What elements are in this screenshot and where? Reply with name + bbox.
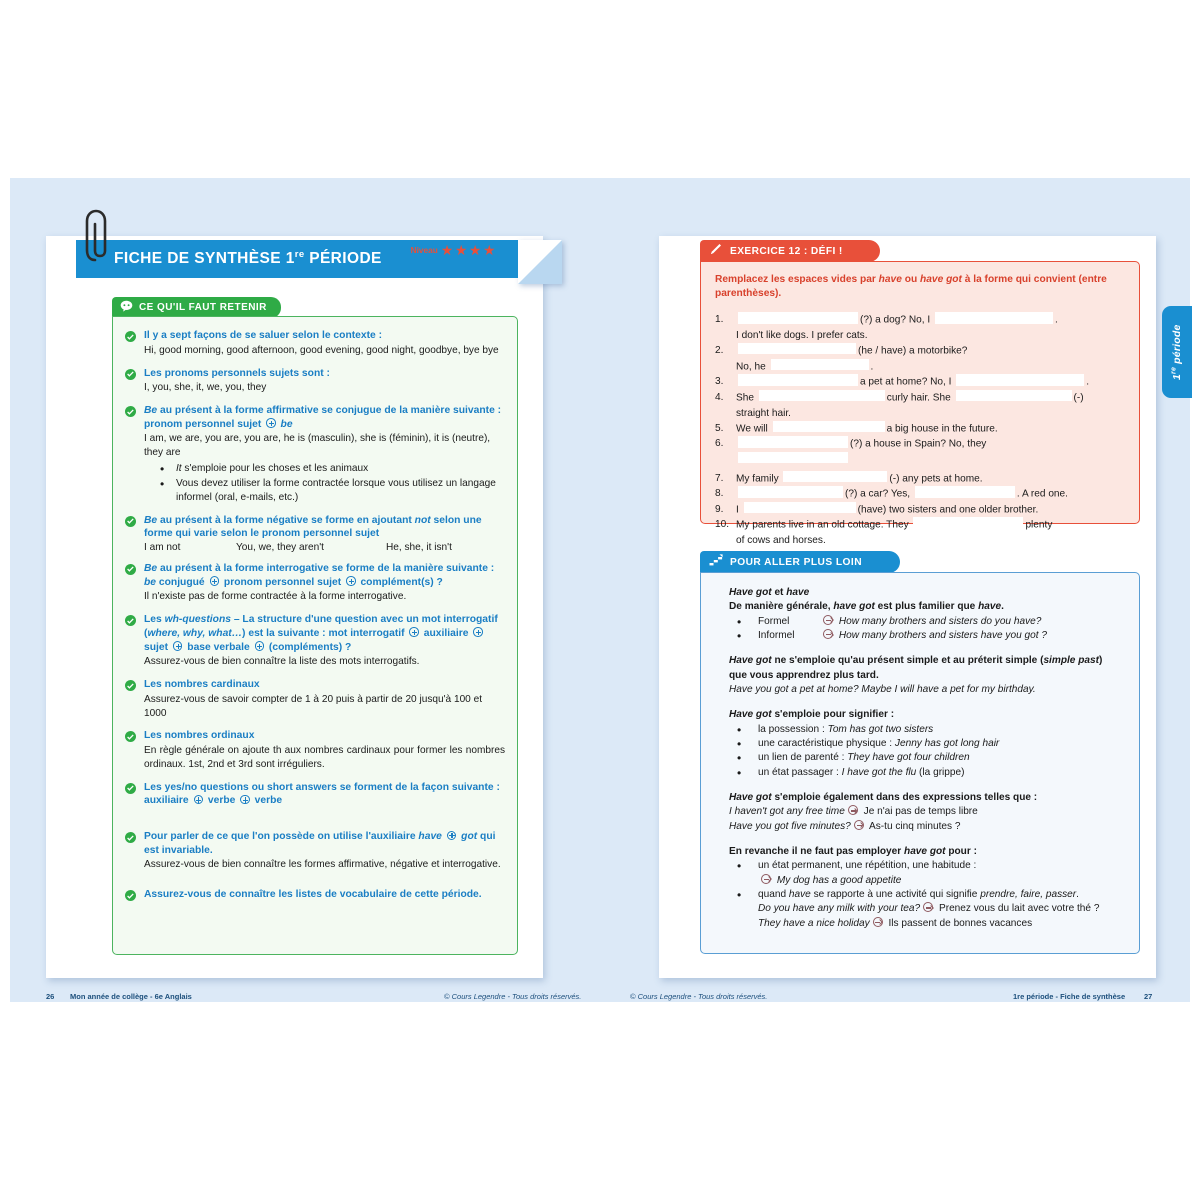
answer-blank[interactable] xyxy=(738,436,848,448)
exercise-item: 5. We will a big house in the future. xyxy=(715,422,998,435)
arrow-right-icon xyxy=(923,902,933,912)
retain-item-body: En règle générale on ajoute th aux nombres cardinaux pour former les nombres ordinaux. 1st, 2nd et 3rd sont irréguliers. xyxy=(144,745,505,770)
exercise-item: 9. I (have) two sisters and one older brother. xyxy=(715,503,1039,516)
retain-item xyxy=(125,329,505,358)
further-title: Have got et have xyxy=(729,587,810,598)
answer-blank[interactable] xyxy=(915,486,1015,498)
plus-icon xyxy=(194,795,204,805)
item-number: 8. xyxy=(715,488,724,500)
retain-item-body: Hi, good morning, good afternoon, good evening, good night, goodbye, bye bye xyxy=(144,344,499,356)
retain-item-head: Les nombres cardinaux xyxy=(144,679,260,691)
item-number: 2. xyxy=(715,344,724,356)
retain-item xyxy=(125,781,505,808)
arrow-right-icon xyxy=(854,820,864,830)
answer-blank[interactable] xyxy=(759,390,885,402)
plus-icon xyxy=(447,831,457,841)
check-icon xyxy=(125,783,136,794)
further-line: Have got s'emploie également dans des expressions telles que : xyxy=(729,791,1038,803)
plus-icon xyxy=(473,627,483,637)
plus-icon xyxy=(255,641,265,651)
register-list xyxy=(729,615,1123,644)
retain-item-head: Be au présent à la forme interrogative se forme de la manière suivante : be conjugué pronom personnel sujet complément(s) ? xyxy=(144,562,495,588)
check-icon xyxy=(125,832,136,843)
answer-blank[interactable] xyxy=(738,374,858,386)
retain-item xyxy=(125,729,505,771)
check-icon xyxy=(125,406,136,417)
list-item: • un état permanent, une répétition, une habitude : My dog has a good appetite xyxy=(729,859,1123,888)
exercise-item: 3. a pet at home? No, I . xyxy=(715,376,1090,388)
check-icon xyxy=(125,680,136,691)
plus-icon xyxy=(210,576,220,586)
retain-item-body: Assurez-vous de bien connaître les formes affirmative, négative et interrogative. xyxy=(144,859,501,871)
further-line: Have got s'emploie pour signifier : xyxy=(729,709,895,721)
answer-blank[interactable] xyxy=(956,374,1084,386)
item-number: 5. xyxy=(715,422,724,434)
answer-blank[interactable] xyxy=(771,359,869,371)
exercise-box xyxy=(700,261,1140,547)
period-side-tab[interactable] xyxy=(1162,306,1192,398)
arrow-right-icon xyxy=(848,805,858,815)
item-continuation: I don't like dogs. I prefer cats. xyxy=(736,329,868,341)
exercise-item: 1. (?) a dog? No, I . xyxy=(715,314,1058,326)
plus-icon xyxy=(409,627,419,637)
answer-blank[interactable] xyxy=(738,452,848,464)
niveau-label: Niveau xyxy=(410,245,438,255)
list-item: • la possession : Tom has got two sisters xyxy=(729,723,1123,737)
further-example: I haven't got any free time Je n'ai pas de temps libre xyxy=(729,806,978,818)
list-item: • It s'emploie pour les choses et les animaux xyxy=(160,462,505,476)
footer-copyright-right: © Cours Legendre - Tous droits réservés. xyxy=(630,992,768,1001)
retain-item-body: I, you, she, it, we, you, they xyxy=(144,382,267,394)
answer-blank[interactable] xyxy=(744,502,856,514)
footer-section-right: 1re période - Fiche de synthèse xyxy=(1013,992,1126,1001)
neg-form: You, we, they aren't xyxy=(236,541,324,553)
check-icon xyxy=(125,890,136,901)
retain-item xyxy=(125,514,505,553)
item-number: 3. xyxy=(715,376,724,388)
list-item: • un lien de parenté : They have got four children xyxy=(729,751,1123,765)
footer-copyright-left: © Cours Legendre - Tous droits réservés. xyxy=(444,992,582,1001)
check-icon xyxy=(125,369,136,380)
retain-box-tab-label: CE QU'IL FAUT RETENIR xyxy=(139,302,267,313)
period-side-tab-label: 1re période xyxy=(1170,324,1184,380)
further-example: Have you got five minutes? As-tu cinq minutes ? xyxy=(729,820,961,832)
further-line: Have got ne s'emploie qu'au présent simple et au préterit simple (simple past) que vous apprendrez plus tard. xyxy=(729,655,1103,681)
retain-item xyxy=(125,678,505,720)
retain-item-head: Pour parler de ce que l'on possède on utilise l'auxiliaire have got qui est invariable. xyxy=(144,831,496,856)
check-icon xyxy=(125,564,136,575)
retain-item-body: Assurez-vous de bien connaître la liste des mots interrogatifs. xyxy=(144,656,420,668)
list-item: • quand have se rapporte à une activité qui signifie prendre, faire, passer. Do you have any milk with your tea? Prenez vous du lait avec votre thé ? They have a nice holiday Ils passent de bonnes vacances xyxy=(729,888,1123,931)
footer-page-number-left: 26 xyxy=(46,992,55,1001)
exercise-tab xyxy=(700,240,880,262)
exercise-item: 10. My parents live in an old cottage. They plenty xyxy=(715,519,1053,531)
star-rating-icon: ★★★★ xyxy=(440,242,497,258)
exercise-tab-label: EXERCICE 12 : DÉFI ! xyxy=(730,245,843,257)
retain-item xyxy=(125,830,505,872)
answer-blank[interactable] xyxy=(783,471,887,483)
answer-blank[interactable] xyxy=(935,312,1053,324)
retain-box xyxy=(112,316,518,955)
further-tab xyxy=(700,551,900,573)
neg-form: He, she, it isn't xyxy=(386,541,452,553)
speech-bubble-icon xyxy=(120,299,133,317)
item-continuation: of cows and horses. xyxy=(736,535,826,547)
exercise-item: 6. (?) a house in Spain? No, they xyxy=(715,438,987,450)
answer-blank[interactable] xyxy=(913,517,1023,529)
retain-item-head: Les wh-questions – La structure d'une question avec un mot interrogatif (where, why, what…) est la suivante : mot interrogatif auxiliaire sujet base verbale (compléments) ? xyxy=(144,614,498,653)
answer-blank[interactable] xyxy=(773,421,885,433)
retain-item-body: Assurez-vous de savoir compter de 1 à 20 puis à partir de 20 jusqu'à 100 et 1000 xyxy=(144,693,483,719)
list-item: • Formel How many brothers and sisters do you have? xyxy=(729,615,1123,629)
stairs-icon xyxy=(709,553,723,571)
check-icon xyxy=(125,615,136,626)
arrow-right-icon xyxy=(823,629,833,639)
retain-item xyxy=(125,613,505,669)
exercise-instruction: Remplacez les espaces vides par have ou have got à la forme qui convient (entre parenthèses). xyxy=(715,274,1107,300)
answer-blank[interactable] xyxy=(956,390,1072,402)
item-continuation: No, he . xyxy=(715,359,1125,375)
retain-item-head: Assurez-vous de connaître les listes de vocabulaire de cette période. xyxy=(144,889,482,901)
item-continuation xyxy=(715,452,1125,468)
difficulty-level xyxy=(411,243,497,257)
check-icon xyxy=(125,731,136,742)
retain-item-head: Be au présent à la forme négative se forme en ajoutant not selon une forme qui varie selon le pronom personnel sujet xyxy=(144,514,482,540)
further-line: En revanche il ne faut pas employer have got pour : xyxy=(729,845,977,857)
item-number: 4. xyxy=(715,391,724,403)
answer-blank[interactable] xyxy=(738,343,856,355)
plus-icon xyxy=(266,418,276,428)
item-number: 1. xyxy=(715,314,724,326)
list-item: • Vous devez utiliser la forme contractée lorsque vous utilisez un langage informel (oral, e-mails, etc.) xyxy=(160,477,505,505)
pencil-icon xyxy=(709,242,723,261)
retain-item xyxy=(125,562,505,604)
retain-item-head: Il y a sept façons de se saluer selon le contexte : xyxy=(144,330,383,341)
negative-forms-row xyxy=(144,542,505,553)
page-fold-corner xyxy=(518,240,562,284)
check-icon xyxy=(125,331,136,342)
exercise-items xyxy=(715,312,1125,548)
paperclip-icon xyxy=(84,208,114,271)
further-tab-label: POUR ALLER PLUS LOIN xyxy=(730,556,863,568)
arrow-right-icon xyxy=(823,615,833,625)
further-example: Have you got a pet at home? Maybe I will have a pet for my birthday. xyxy=(729,683,1036,695)
item-number: 10. xyxy=(715,519,730,531)
answer-blank[interactable] xyxy=(738,312,858,324)
retain-item xyxy=(125,367,505,396)
exercise-item: 4. She curly hair. She (-) xyxy=(715,391,1084,404)
footer-book-title: Mon année de collège - 6e Anglais xyxy=(70,992,192,1001)
check-icon xyxy=(125,516,136,527)
item-number: 9. xyxy=(715,503,724,515)
list-item: • Informel How many brothers and sisters have you got ? xyxy=(729,629,1123,643)
item-number: 6. xyxy=(715,438,724,450)
retain-item xyxy=(125,404,505,505)
answer-blank[interactable] xyxy=(738,486,843,498)
retain-item xyxy=(125,888,505,902)
item-number: 7. xyxy=(715,472,724,484)
item-continuation: straight hair. xyxy=(736,407,791,419)
exercise-item: 8. (?) a car? Yes, . A red one. xyxy=(715,488,1068,500)
plus-icon xyxy=(346,576,356,586)
further-box xyxy=(700,572,1140,954)
retain-item-body: I am, we are, you are, you are, he is (masculin), she is (féminin), it is (neutre), they are xyxy=(144,433,491,459)
arrow-right-icon xyxy=(761,874,771,884)
retain-box-tab xyxy=(112,297,281,318)
neg-form: I am not xyxy=(144,541,181,553)
footer-page-number-right: 27 xyxy=(1144,992,1153,1001)
retain-item-head: Be au présent à la forme affirmative se conjugue de la manière suivante : pronom personnel sujet be xyxy=(144,405,502,430)
exercise-item: 7. My family (-) any pets at home. xyxy=(715,472,983,485)
restriction-list xyxy=(729,859,1123,931)
plus-icon xyxy=(240,795,250,805)
further-line: De manière générale, have got est plus familier que have. xyxy=(729,601,1004,613)
retain-item-body: Il n'existe pas de forme contractée à la forme interrogative. xyxy=(144,591,407,603)
retain-subitems xyxy=(144,462,505,504)
arrow-right-icon xyxy=(873,917,883,927)
page-title: FICHE DE SYNTHÈSE 1re PÉRIODE xyxy=(114,249,382,268)
list-item: • une caractéristique physique : Jenny has got long hair xyxy=(729,737,1123,751)
retain-item-head: Les yes/no questions ou short answers se forment de la façon suivante : auxiliaire verbe verbe xyxy=(144,781,500,807)
usage-list xyxy=(729,723,1123,780)
list-item: • un état passager : I have got the flu (la grippe) xyxy=(729,766,1123,780)
plus-icon xyxy=(173,641,183,651)
exercise-item: 2. (he / have) a motorbike? xyxy=(715,344,968,357)
retain-item-head: Les pronoms personnels sujets sont : xyxy=(144,367,330,379)
retain-item-head: Les nombres ordinaux xyxy=(144,730,255,742)
